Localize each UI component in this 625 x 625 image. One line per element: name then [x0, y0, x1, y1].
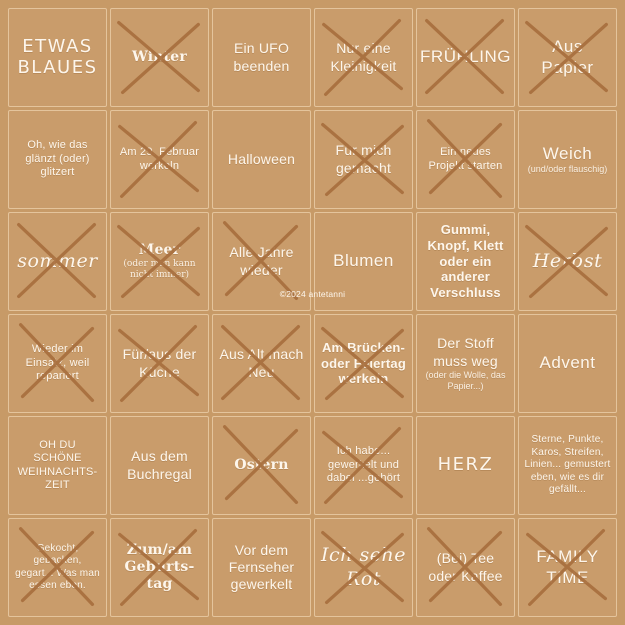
bingo-cell[interactable] — [110, 212, 209, 311]
bingo-cell[interactable] — [518, 110, 617, 209]
bingo-cell[interactable] — [212, 518, 311, 617]
bingo-cell[interactable] — [8, 416, 107, 515]
bingo-cell[interactable] — [110, 416, 209, 515]
bingo-cell[interactable] — [416, 416, 515, 515]
bingo-cell[interactable] — [416, 212, 515, 311]
bingo-cell-label: Advent — [539, 353, 596, 373]
bingo-cell[interactable] — [8, 518, 107, 617]
bingo-cell[interactable] — [314, 314, 413, 413]
bingo-cell[interactable] — [8, 212, 107, 311]
bingo-cell-label: FAMILY TIME — [536, 546, 599, 587]
bingo-cell-label: Nur eine Kleinigkeit — [330, 40, 397, 74]
bingo-cell-label: Herbst — [532, 249, 603, 272]
bingo-cell-label: Blumen — [333, 251, 394, 271]
bingo-cell[interactable] — [314, 416, 413, 515]
bingo-cell[interactable] — [110, 110, 209, 209]
bingo-cell[interactable] — [212, 8, 311, 107]
bingo-cell-label: Zum/am Geburts- tag — [124, 541, 195, 593]
bingo-cell-label: FRÜHLING — [420, 47, 511, 67]
bingo-cell[interactable] — [314, 110, 413, 209]
bingo-cell-label: Vor dem Fernseher gewerkelt — [228, 541, 295, 593]
bingo-cell-label: (Bei) Tee oder Kaffee — [428, 550, 503, 584]
bingo-cell[interactable] — [416, 314, 515, 413]
bingo-cell-label: Aus Papier — [541, 36, 594, 77]
bingo-cell[interactable] — [110, 314, 209, 413]
bingo-cell[interactable] — [518, 416, 617, 515]
bingo-cell-label: HERZ — [437, 454, 494, 476]
bingo-cell-label: Weich (und/oder flauschig) — [527, 143, 608, 175]
bingo-cell-label: Ostern — [234, 456, 289, 473]
bingo-cell[interactable] — [8, 314, 107, 413]
bingo-cell-sublabel: (oder man kann nicht immer) — [123, 259, 196, 281]
bingo-cell[interactable] — [314, 8, 413, 107]
bingo-cell-label: Aus Alt mach Neu — [219, 346, 304, 380]
bingo-cell[interactable] — [212, 110, 311, 209]
bingo-cell[interactable] — [518, 8, 617, 107]
bingo-cell-label: Am Brücken- oder Feiertag werkeln — [321, 339, 406, 387]
bingo-cell[interactable] — [518, 314, 617, 413]
bingo-grid — [8, 8, 617, 617]
bingo-cell-label: Am 29. Februar werkeln — [119, 146, 200, 172]
bingo-cell-label: Ein neues Projekt starten — [428, 146, 503, 172]
bingo-cell-label: Ich sehe Rot — [321, 544, 406, 590]
bingo-cell[interactable] — [8, 8, 107, 107]
bingo-cell[interactable] — [416, 110, 515, 209]
bingo-cell-label: Halloween — [227, 150, 296, 167]
bingo-cell[interactable] — [212, 416, 311, 515]
bingo-cell[interactable] — [110, 8, 209, 107]
bingo-cell-label: Ich habe... gewerkelt und dabei ...gehört — [326, 445, 401, 485]
bingo-cell[interactable] — [212, 314, 311, 413]
bingo-cell-label: Winter — [132, 48, 187, 65]
copyright-credit: ©2024 antetanni — [279, 289, 346, 299]
bingo-cell-label: Sterne, Punkte, Karos, Streifen, Linien... gemustert eben, wie es dir gefällt... — [524, 434, 611, 496]
bingo-cell-label: Aus dem Buchregal — [127, 448, 192, 482]
bingo-cell-label: Für mich gemacht — [335, 142, 392, 176]
bingo-cell-label: Gekocht, gebacken, gegart... Was man essen eben. — [15, 542, 100, 591]
bingo-cell[interactable] — [314, 518, 413, 617]
bingo-cell-sublabel: (und/oder flauschig) — [527, 164, 608, 175]
bingo-cell-label: Meer (oder man kann nicht immer) — [116, 242, 203, 281]
bingo-cell-label: Gummi, Knopf, Klett oder ein anderer Verschluss — [427, 221, 504, 301]
bingo-cell-label: sommer — [17, 249, 98, 272]
bingo-cell-label: Wieder im Einsatz, weil repariert — [25, 343, 90, 383]
bingo-cell[interactable] — [518, 212, 617, 311]
bingo-cell-label: Ein UFO beenden — [233, 40, 290, 74]
bingo-cell-label: Oh, wie das glänzt (oder) glitzert — [25, 139, 90, 179]
bingo-cell-sublabel: (oder die Wolle, das Papier...) — [425, 369, 506, 391]
bingo-cell-label: Alle Jahre wieder — [229, 244, 294, 278]
bingo-cell-label: OH DU SCHÖNE WEIHNACHTS- ZEIT — [17, 438, 98, 491]
bingo-cell-label: ETWAS BLAUES — [17, 35, 98, 78]
bingo-cell[interactable] — [518, 518, 617, 617]
bingo-cell[interactable] — [416, 8, 515, 107]
bingo-cell-label: Der Stoff muss weg (oder die Wolle, das Papier...) — [422, 335, 509, 391]
bingo-cell[interactable] — [8, 110, 107, 209]
bingo-cell[interactable] — [110, 518, 209, 617]
bingo-cell-label: Für/aus der Küche — [122, 346, 197, 380]
bingo-cell[interactable] — [416, 518, 515, 617]
